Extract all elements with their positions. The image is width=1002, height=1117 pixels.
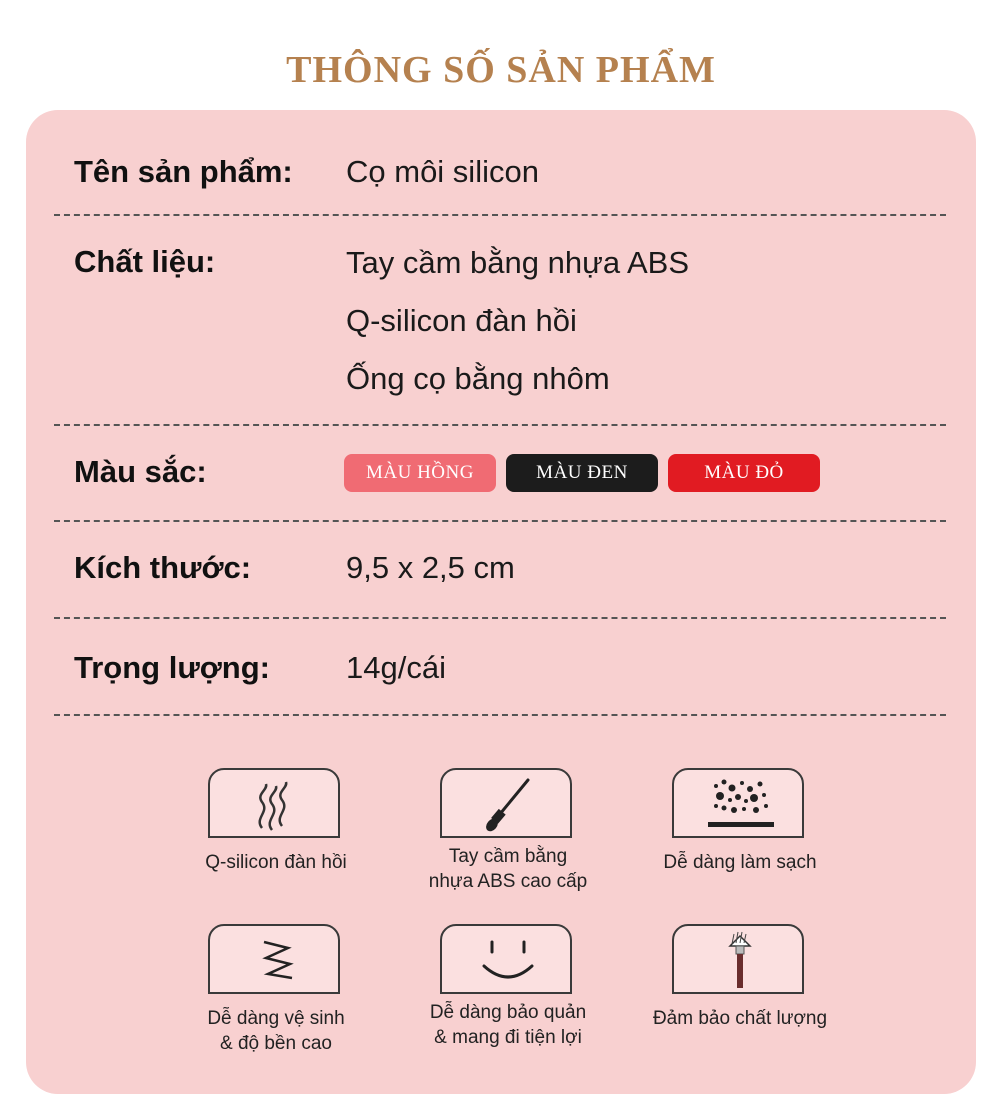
divider: [54, 714, 946, 716]
spec-value-material-3: Ống cọ bằng nhôm: [346, 361, 610, 396]
spec-label-size: Kích thước:: [74, 550, 252, 585]
spec-card: [26, 110, 976, 1094]
color-chip-pink[interactable]: MÀU HỒNG: [344, 454, 496, 492]
spec-label-name: Tên sản phẩm:: [74, 154, 293, 189]
brush-icon: [440, 768, 572, 838]
color-chip-black[interactable]: MÀU ĐEN: [506, 454, 658, 492]
feature-grid: [186, 768, 846, 1088]
zigzag-icon: [208, 924, 340, 994]
divider: [54, 424, 946, 426]
dust-icon: [672, 768, 804, 838]
feature-text: Q-silicon đàn hồi: [205, 852, 347, 873]
spec-value-material-1: Tay cầm bằng nhựa ABS: [346, 245, 690, 280]
spec-value-size: 9,5 x 2,5 cm: [346, 550, 515, 585]
spec-label-material: Chất liệu:: [74, 244, 216, 279]
smile-icon: [440, 924, 572, 994]
spec-label-color: Màu sắc:: [74, 454, 207, 489]
waves-icon: [208, 768, 340, 838]
color-options: [344, 454, 820, 492]
feature-text: Dễ dàng vệ sinh & độ bền cao: [207, 1008, 345, 1054]
divider: [54, 214, 946, 216]
feature-text: Đảm bảo chất lượng: [652, 1008, 828, 1029]
feature-text: Tay cầm bằng nhựa ABS cao cấp: [428, 846, 588, 892]
quality-brush-icon: [672, 924, 804, 994]
color-chip-red[interactable]: MÀU ĐỎ: [668, 454, 820, 492]
spec-value-material-2: Q-silicon đàn hồi: [346, 303, 577, 338]
divider: [54, 617, 946, 619]
page-title: THÔNG SỐ SẢN PHẨM: [286, 49, 716, 91]
spec-value-weight: 14g/cái: [346, 650, 446, 685]
spec-label-weight: Trọng lượng:: [74, 650, 271, 685]
divider: [54, 520, 946, 522]
feature-text: Dễ dàng làm sạch: [663, 852, 817, 873]
spec-value-name: Cọ môi silicon: [346, 154, 539, 189]
feature-text: Dễ dàng bảo quản & mang đi tiện lợi: [429, 1002, 587, 1048]
